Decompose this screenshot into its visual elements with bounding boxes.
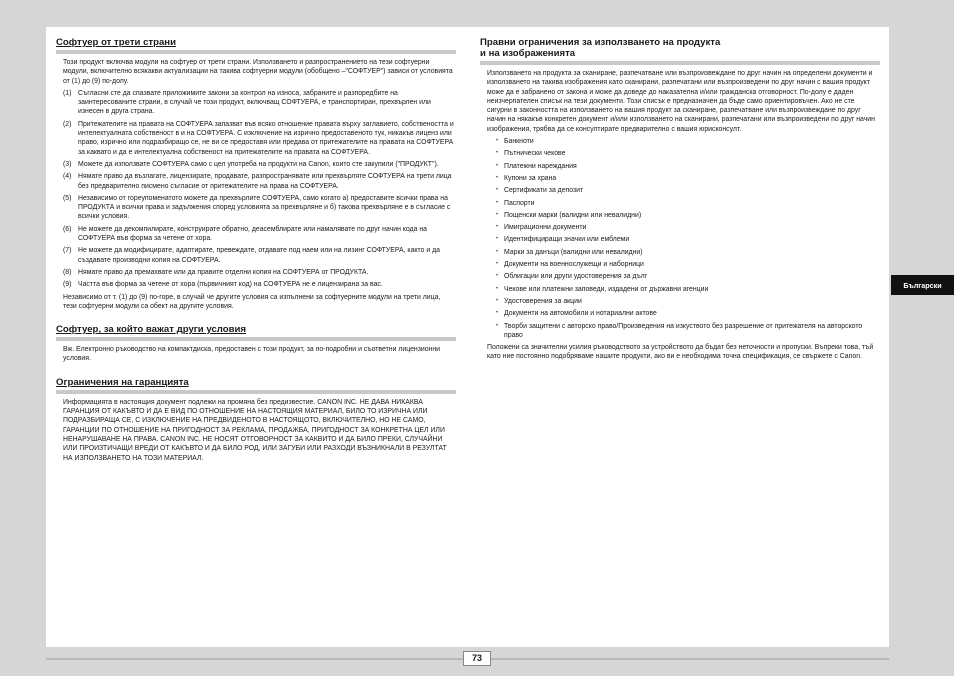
list-item: • Сертификати за депозит [480,186,880,195]
heading-line: и на изображенията [480,48,576,59]
section-outro: Положени са значителни усилия ръководството за устройството да бъдат без неточности и пропуски. Въпреки това, тъй като ние постоянно подобряваме нашите продукти, ако ви е необходима точна спецификация, се свържете с Canon. [487,344,874,361]
list-item: • Документи на военнослужещи и наборници [480,260,880,269]
list-item: • Пътнически чекове [480,149,880,158]
condition-item: (3) Можете да използвате СОФТУЕРА само с цел употреба на продукти на Canon, които сте закупили ("ПРОДУКТ"). [63,160,439,168]
list-item: • Имиграционни документи [480,223,880,232]
list-item: • Купони за храна [480,174,880,183]
condition-item: (4) Нямате право да възлагате, лицензирате, продавате, разпространявате или прехвърляте СОФТУЕРА на трети лица без предварително писмено съгласие от притежателите на права на СОФТУЕРА. [63,173,452,190]
list-item: • Документи на автомобили и нотариални актове [480,309,880,318]
list-item: • Облигации или други удостоверения за дълг [480,272,880,281]
condition-item: (1) Съгласни сте да спазвате приложимите закони за контрол на износа, забраните и разпоредбите на заинтересованите страни, в случай че този продукт, включващ СОФТУЕРА, е транспортиран, прехвърлен или изнесен в друга страна. [63,89,431,116]
condition-item: (2) Притежателите на правата на СОФТУЕРА запазват във всяко отношение правата върху заглавието, собствеността и интелектуалната собственост в и на СОФТУЕРА. С изключение на изрично предоставеното тук, никакъв лиценз или право, изрично или подразбиращо се, не ви се предоставя или предава от притежателите на правата на СОФТУЕРА за каквато и да е интелектуална собственост на притежателите на правата на СОФТУЕРА. [63,120,454,156]
left-column [56,37,456,466]
document-page [46,27,889,647]
documents-list [480,137,880,340]
section-intro: Този продукт включва модули на софтуер от трети страни. Използването и разпространението на тези софтуерни модули, включително всякакви актуализации на такива софтуерни модули (обобщено –"СОФТУЕР") зависи от условията от (1) до (9) по-долу. [63,59,453,85]
section-outro: Независимо от т. (1) до (9) по-горе, в случай че другите условия са изпълнени за софтуерните модули на трети лица, тези софтуерни модули са обект на другите условия. [63,293,441,310]
page-number: 73 [463,651,491,666]
list-item: • Паспорти [480,199,880,208]
list-item: • Платежни нареждания [480,162,880,171]
section-heading-other-terms: Софтуер, за който важат други условия [56,324,456,341]
section-heading-legal-limitations [480,37,880,65]
heading-line: Правни ограничения за използването на продукта [480,37,721,48]
list-item: • Удостоверения за акции [480,297,880,306]
condition-item: (7) Не можете да модифицирате, адаптирате, превеждате, отдавате под наем или на лизинг СОФТУЕРА, както и да създавате производни копия на СОФТУЕРА. [63,247,440,264]
list-item: • Идентифициращи значки или емблеми [480,235,880,244]
condition-item: (9) Частта във форма за четене от хора (първичният код) на СОФТУЕРА не е лицензирана за вас. [63,281,383,289]
right-column [480,37,880,365]
condition-item: (5) Независимо от гореупоменатото можете да прехвърлите СОФТУЕРА, само когато а) предоставите всички права на ПРОДУКТА и всички права и задължения според условията за прехвърляне и б) такова прехвърляне е в съгласие с всички условия. [63,194,451,221]
section-text: Информацията в настоящия документ подлежи на промяна без предизвестие. CANON INC. НЕ ДАВА НИКАКВА ГАРАНЦИЯ ОТ КАКЪВТО И ДА Е ВИД ПО ОТНОШЕНИЕ НА НАСТОЯЩИЯ МАТЕРИАЛ, БИЛО ТО ИЗРИЧНА ИЛИ ПОДРАЗБИРАЩА СЕ, С ИЗКЛЮЧЕНИЕ НА ПРЕДВИДЕНОТО В НАСТОЯЩОТО, ВКЛЮЧИТЕЛНО, НО НЕ САМО, ГАРАНЦИИ ПО ОТНОШЕНИЕ НА ПРИГОДНОСТ ЗА РЕКЛАМА, ПРОДАЖБА, ПРИГОДНОСТ ЗА КОНКРЕТНА ЦЕЛ ИЛИ НЕНАРУШАВАНЕ НА ПРАВА. CANON INC. НЕ НОСЯТ ОТГОВОРНОСТ ЗА КАКВИТО И ДА БИЛО ПРЕКИ, СЛУЧАЙНИ ИЛИ ПРОИЗТИЧАЩИ ВРЕДИ ОТ КАКЪВТО И ДА БИЛО РОД, ИЛИ ЗАГУБИ ИЛИ РАЗХОДИ ВЪЗНИКНАЛИ В РЕЗУЛТАТ НА ИЗПОЛЗВАНЕТО НА ТОЗИ МАТЕРИАЛ. [63,398,447,462]
list-item: • Творби защитени с авторско право/Произведения на изкуството без разрешение от притежателя на авторското право [480,322,880,341]
list-item: • Банкноти [480,137,880,146]
list-item: • Пощенски марки (валидни или невалидни) [480,211,880,220]
conditions-list [56,89,456,290]
list-item: • Марки за данъци (валидни или невалидни) [480,248,880,257]
language-tab: Български [891,275,954,295]
section-heading-warranty: Ограничения на гаранцията [56,377,456,394]
condition-item: (8) Нямате право да премахвате или да правите отделни копия на СОФТУЕРА от ПРОДУКТА. [63,268,369,276]
section-heading-third-party-software: Софтуер от трети страни [56,37,456,54]
condition-item: (6) Не можете да декомпилирате, конструирате обратно, деасемблирате или намалявате по друг начин кода на СОФТУЕРА във форма за четене от хора. [63,225,427,243]
list-item: • Чекове или платежни заповеди, издадени от държавни агенции [480,285,880,294]
section-text: Вж. Електронно ръководство на компактдиска, предоставен с този продукт, за по-подробни и съответни лицензионни условия. [63,346,441,363]
section-intro: Използването на продукта за сканиране, разпечатване или възпроизвеждане по друг начин на определени документи и използването на такива изображения като сканирани, разпечатани или възпроизведени по друг начин с вашия продукт може да е забранено от закона и може да доведе до наказателна и/или гражданска отговорност. По-долу е даден неизчерпателен списък на тези документи. Този списък е предназначен да бъде само ориентировъчен. Ако не сте сигурни в законността на използването на вашия продукт за сканиране, разпечатване или възпроизвеждане по друг начин на някакъв конкретен документ и/или използването на сканирани, разпечатани или възпроизведени по друг начин изображения, трябва да се консултирате предварително с вашия юрисконсулт. [487,70,875,133]
